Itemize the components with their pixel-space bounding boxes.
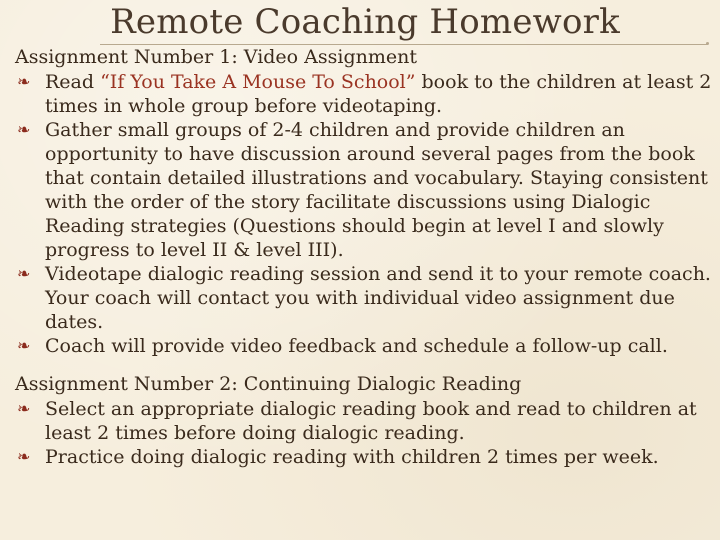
list-item <box>15 445 715 469</box>
item-text: Videotape dialogic reading session and send it to your remote coach. Your coach will contact you with individual video assignment due dates. <box>45 263 711 333</box>
item-text: Select an appropriate dialogic reading book and read to children at least 2 times before doing dialogic reading. <box>45 398 697 444</box>
assignment-2-heading: Assignment Number 2: Continuing Dialogic Reading <box>15 373 522 395</box>
item-text: Coach will provide video feedback and schedule a follow-up call. <box>45 335 668 357</box>
content <box>15 45 715 469</box>
list-item <box>15 118 715 262</box>
section-spacer <box>15 358 715 372</box>
assignment-1-list <box>15 70 715 358</box>
item-text-pre: Read <box>45 71 101 93</box>
item-text: Practice doing dialogic reading with children 2 times per week. <box>45 446 659 468</box>
assignment-1-heading: Assignment Number 1: Video Assignment <box>15 46 417 68</box>
assignment-2-list <box>15 397 715 469</box>
item-text: Gather small groups of 2-4 children and provide children an opportunity to have discussion around several pages from the book that contain detailed illustrations and vocabulary. Staying consistent with the order of the story facilitate discussions using Dialogic Reading strategies (Questions should begin at level I and slowly progress to level II & level III). <box>45 119 708 261</box>
list-item <box>15 334 715 358</box>
fleuron-bullet-icon: ❧ <box>17 264 31 283</box>
fleuron-bullet-icon: ❧ <box>17 72 31 91</box>
page-title: Remote Coaching Homework <box>110 2 620 42</box>
list-item <box>15 397 715 445</box>
fleuron-bullet-icon: ❧ <box>17 447 31 466</box>
book-title: “If You Take A Mouse To School” <box>100 71 416 93</box>
fleuron-bullet-icon: ❧ <box>17 336 31 355</box>
item-text-post: book to the children at least 2 times in whole group before videotaping. <box>45 71 712 117</box>
fleuron-bullet-icon: ❧ <box>17 399 31 418</box>
fleuron-bullet-icon: ❧ <box>17 120 31 139</box>
list-item <box>15 70 715 118</box>
list-item <box>15 262 715 334</box>
